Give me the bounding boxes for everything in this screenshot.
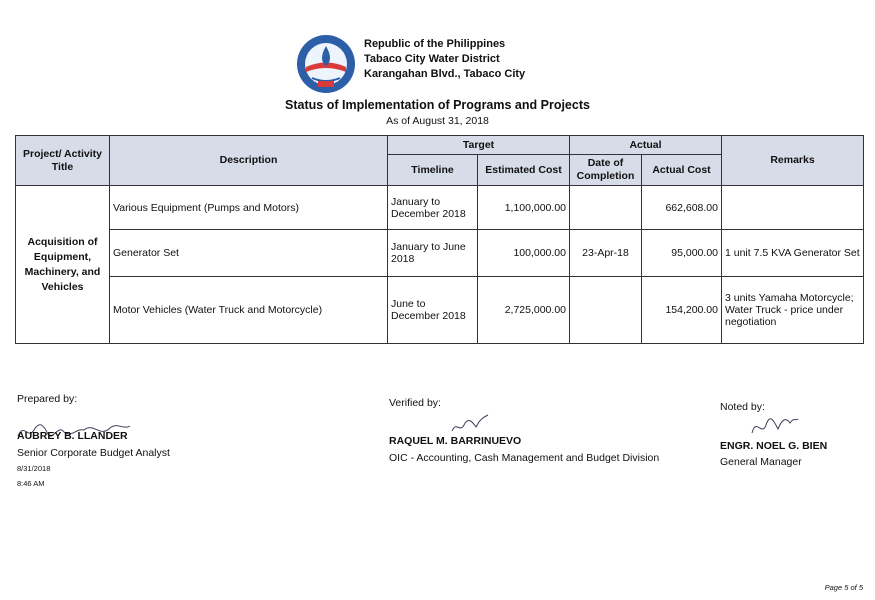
- description-cell: Generator Set: [110, 230, 388, 277]
- document-title: Status of Implementation of Programs and Projects: [285, 98, 590, 112]
- header-description: Description: [110, 136, 388, 186]
- verified-by-role: OIC - Accounting, Cash Management and Budget Division: [389, 452, 660, 464]
- remarks-cell: 1 unit 7.5 KVA Generator Set: [722, 230, 864, 277]
- as-of-date: As of August 31, 2018: [386, 115, 489, 127]
- completion-date-cell: [570, 186, 642, 230]
- prepared-by-name: AUBREY B. LLANDER: [17, 430, 128, 442]
- timeline-cell: June to December 2018: [388, 277, 478, 344]
- table-row: [16, 230, 864, 277]
- organization-header: [364, 37, 525, 82]
- header-target: Target: [388, 136, 570, 155]
- estimated-cost-cell: 100,000.00: [478, 230, 570, 277]
- actual-cost-cell: 662,608.00: [642, 186, 722, 230]
- prepared-by-role: Senior Corporate Budget Analyst: [17, 447, 170, 459]
- actual-cost-cell: 95,000.00: [642, 230, 722, 277]
- actual-cost-cell: 154,200.00: [642, 277, 722, 344]
- description-cell: Motor Vehicles (Water Truck and Motorcycle): [110, 277, 388, 344]
- estimated-cost-cell: 1,100,000.00: [478, 186, 570, 230]
- header-line-country: Republic of the Philippines: [364, 38, 506, 50]
- status-table: [15, 135, 864, 344]
- header-actual: Actual: [570, 136, 722, 155]
- estimated-cost-cell: 2,725,000.00: [478, 277, 570, 344]
- noted-by-label: Noted by:: [720, 401, 765, 413]
- page-number: Page 5 of 5: [824, 583, 863, 592]
- prepared-time: 8:46 AM: [17, 479, 45, 488]
- header-line-agency: Tabaco City Water District: [364, 53, 500, 65]
- remarks-cell: 3 units Yamaha Motorcycle; Water Truck - price under negotiation: [722, 277, 864, 344]
- prepared-by-label: Prepared by:: [17, 393, 78, 405]
- timeline-cell: January to June 2018: [388, 230, 478, 277]
- project-title-cell: Acquisition of Equipment, Machinery, and Vehicles: [16, 186, 110, 344]
- header-estimated-cost: Estimated Cost: [478, 155, 570, 186]
- table-row: [16, 277, 864, 344]
- table-row: [16, 186, 864, 230]
- timeline-cell: January to December 2018: [388, 186, 478, 230]
- completion-date-cell: 23-Apr-18: [570, 230, 642, 277]
- header-remarks: Remarks: [722, 136, 864, 186]
- verified-by-label: Verified by:: [389, 397, 441, 409]
- header-timeline: Timeline: [388, 155, 478, 186]
- noted-by-role: General Manager: [720, 456, 802, 468]
- header-date-of-completion: Date of Completion: [570, 155, 642, 186]
- remarks-cell: [722, 186, 864, 230]
- description-cell: Various Equipment (Pumps and Motors): [110, 186, 388, 230]
- completion-date-cell: [570, 277, 642, 344]
- verified-by-name: RAQUEL M. BARRINUEVO: [389, 435, 522, 447]
- noted-by-signature: [750, 411, 800, 441]
- water-district-seal: [296, 34, 356, 94]
- header-line-address: Karangahan Blvd., Tabaco City: [364, 68, 526, 80]
- noted-by-name: ENGR. NOEL G. BIEN: [720, 440, 828, 452]
- header-actual-cost: Actual Cost: [642, 155, 722, 186]
- header-project-title: Project/ Activity Title: [16, 136, 110, 186]
- prepared-date: 8/31/2018: [17, 464, 51, 473]
